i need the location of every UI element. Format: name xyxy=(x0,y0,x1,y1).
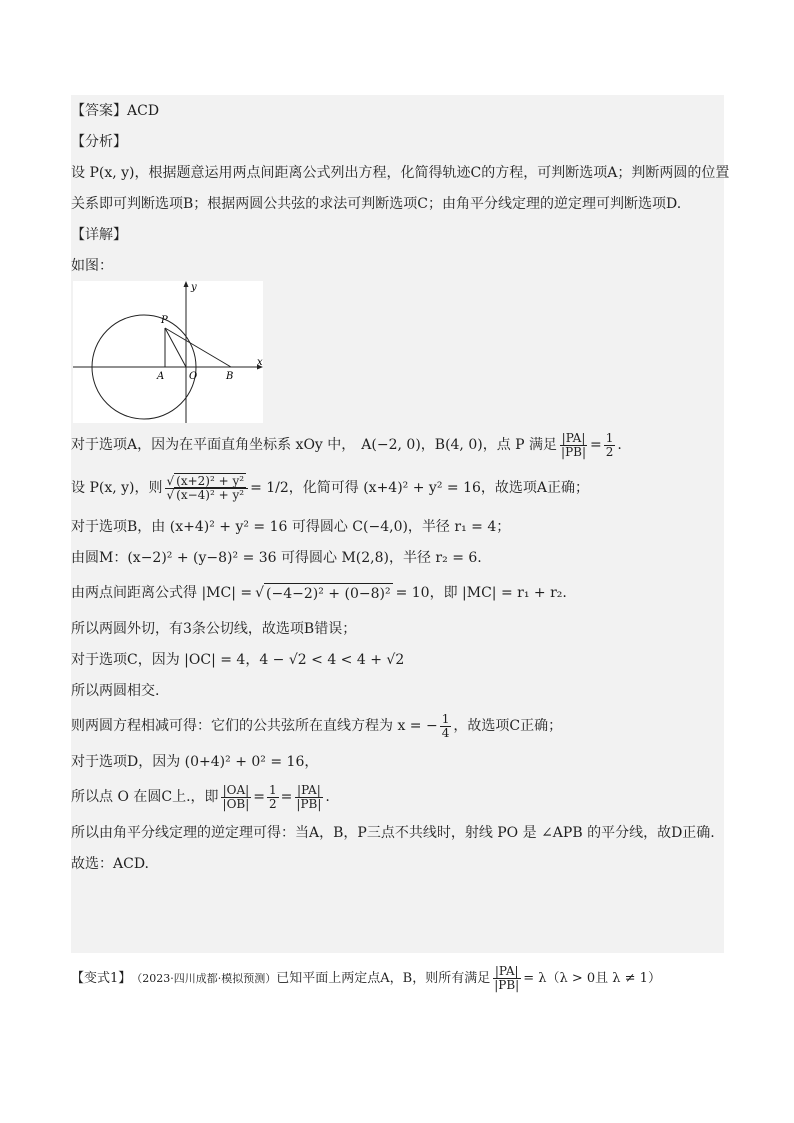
label-O: O xyxy=(189,371,198,382)
option-d-line-2 xyxy=(71,777,724,817)
option-d-line-1 xyxy=(71,746,724,777)
analysis-heading xyxy=(71,126,724,157)
option-b-text-3: 由两点间距离公式得 |MC| = xyxy=(71,585,253,601)
conclusion-line xyxy=(71,848,724,879)
variant-ratio xyxy=(492,965,521,992)
variant-line xyxy=(71,965,724,992)
option-a-points: A(−2, 0)，B(4, 0)，点 P 满足 xyxy=(361,437,558,453)
equals-sign: = xyxy=(590,437,602,453)
option-a-line-1: 对于选项A，因为在平面直角坐标系 xOy 中， A(−2, 0)，B(4, 0)，点 P 满足 $\frac{|PA|}{|PB|}$ = $\frac{1}{2}$ . xyxy=(71,430,622,459)
analysis-line-2 xyxy=(71,188,724,219)
distance-denominator: (x−4)² + y² xyxy=(176,487,245,502)
option-c-text-1: 对于选项C，因为 |OC| = 4，4 − √2 < 4 < 4 + √2 xyxy=(71,651,405,668)
oa-numerator: |OA| xyxy=(222,782,250,797)
ratio-pa-pb xyxy=(559,432,588,459)
ratio-denominator: |PB| xyxy=(561,444,587,459)
option-a-text-1: 对于选项A，因为在平面直角坐标系 xOy 中， xyxy=(71,437,356,453)
option-b-line-4 xyxy=(71,613,724,644)
mc-radicand: (−4−2)² + (0−8)² xyxy=(264,583,393,604)
label-y: y xyxy=(191,282,197,293)
option-a-conclusion: = 1/2，化简可得 (x+4)² + y² = 16，故选项A正确； xyxy=(250,480,590,496)
option-c-line-1 xyxy=(71,644,724,675)
variant-ratio-den: |PB| xyxy=(494,978,520,992)
half-num: 1 xyxy=(269,782,277,797)
option-d-period: . xyxy=(325,789,330,805)
solution-content xyxy=(71,95,730,879)
option-a-text-2: 设 P(x, y)，则 xyxy=(71,480,163,496)
geometry-figure xyxy=(73,281,263,423)
option-d-line-3 xyxy=(71,817,724,848)
option-d-text-3: 所以由角平分线定理的逆定理可得：当A，B，P三点不共线时，射线 PO 是 ∠APB 的平分线，故D正确. xyxy=(71,824,715,841)
option-b-line-3: 由两点间距离公式得 |MC| = √ (−4−2)² + (0−8)² = 10，即 |MC| = r₁ + r₂. xyxy=(71,573,724,613)
figure-intro-text: 如图： xyxy=(71,257,113,274)
analysis-label: 【分析】 xyxy=(71,133,127,150)
option-a-line-2 xyxy=(71,465,724,511)
pb-denominator: |PB| xyxy=(296,796,322,811)
ratio-numerator: |PA| xyxy=(561,430,586,445)
option-d-text-1: 对于选项D，因为 (0+4)² + 0² = 16， xyxy=(71,753,319,770)
figure-container xyxy=(71,281,724,425)
half-den: 2 xyxy=(269,796,277,811)
option-c-text-3-post: ，故选项C正确； xyxy=(453,718,563,734)
label-A: A xyxy=(157,371,165,382)
option-b-text-1: 对于选项B，由 (x+4)² + y² = 16 可得圆心 C(−4,0)，半径 r₁ = 4； xyxy=(71,518,511,535)
detail-label: 【详解】 xyxy=(71,226,127,243)
option-c-text-3: 则两圆方程相减可得：它们的公共弦所在直线方程为 x = − xyxy=(71,718,438,734)
quarter-numerator: 1 xyxy=(441,711,450,726)
variant-tail: = λ（λ > 0且 λ ≠ 1） xyxy=(523,970,661,986)
distance-numerator: (x+2)² + y² xyxy=(176,473,245,488)
label-P: P xyxy=(161,315,168,326)
option-b-line-2 xyxy=(71,542,724,573)
one-half xyxy=(604,432,616,459)
variant-ratio-num: |PA| xyxy=(494,964,519,978)
distance-ratio-fraction: $\frac{\text{√ (x+2)² + y²}}{\text{√ (x−4)² + y²}}$ xyxy=(165,475,249,502)
option-c-line-3 xyxy=(71,706,724,746)
analysis-text-2: 关系即可判断选项B；根据两圆公共弦的求法可判断选项C；由角平分线定理的逆定理可判断选项D. xyxy=(71,195,682,212)
option-b-line-1 xyxy=(71,511,724,542)
ob-denominator: |OB| xyxy=(222,796,250,811)
option-b-text-4: 所以两圆外切，有3条公切线，故选项B错误； xyxy=(71,620,357,637)
ratio-oa-ob xyxy=(221,784,252,811)
option-b-text-3-post: = 10，即 |MC| = r₁ + r₂. xyxy=(395,585,567,601)
answer-value: ACD xyxy=(127,102,160,119)
variant-label: 【变式1】 xyxy=(71,970,132,986)
option-d-text-2: 所以点 O 在圆C上.，即 xyxy=(71,789,219,805)
y-axis-arrow xyxy=(184,281,189,287)
detail-heading xyxy=(71,219,724,250)
analysis-line-1 xyxy=(71,157,730,188)
one-quarter xyxy=(440,713,452,740)
option-c-line-2 xyxy=(71,675,724,706)
segment-PB xyxy=(165,328,231,367)
half-denominator: 2 xyxy=(605,444,614,459)
option-c-text-2: 所以两圆相交. xyxy=(71,682,160,699)
pa-numerator: |PA| xyxy=(297,782,321,797)
equals-sign-1: = xyxy=(253,789,266,805)
half-numerator: 1 xyxy=(605,430,614,445)
variant-text: 已知平面上两定点A，B，则所有满足 xyxy=(276,970,491,986)
answer-label: 【答案】 xyxy=(71,102,127,119)
figure-intro xyxy=(71,250,724,281)
conclusion-text: 故选：ACD. xyxy=(71,855,149,872)
option-b-text-2: 由圆M：(x−2)² + (y−8)² = 36 可得圆心 M(2,8)，半径 r₂ = 6. xyxy=(71,549,482,566)
label-x: x xyxy=(257,357,263,368)
answer-line xyxy=(71,95,724,126)
label-B: B xyxy=(226,371,234,382)
equals-sign-2: = xyxy=(280,789,293,805)
variant-source: （2023·四川成都·模拟预测） xyxy=(131,971,277,985)
analysis-text-1: 设 P(x, y)，根据题意运用两点间距离公式列出方程，化简得轨迹C的方程，可判断选项A；判断两圆的位置 xyxy=(71,164,730,181)
half-fraction xyxy=(267,784,279,811)
quarter-denominator: 4 xyxy=(441,725,450,740)
ratio-pa-pb-2 xyxy=(294,784,323,811)
